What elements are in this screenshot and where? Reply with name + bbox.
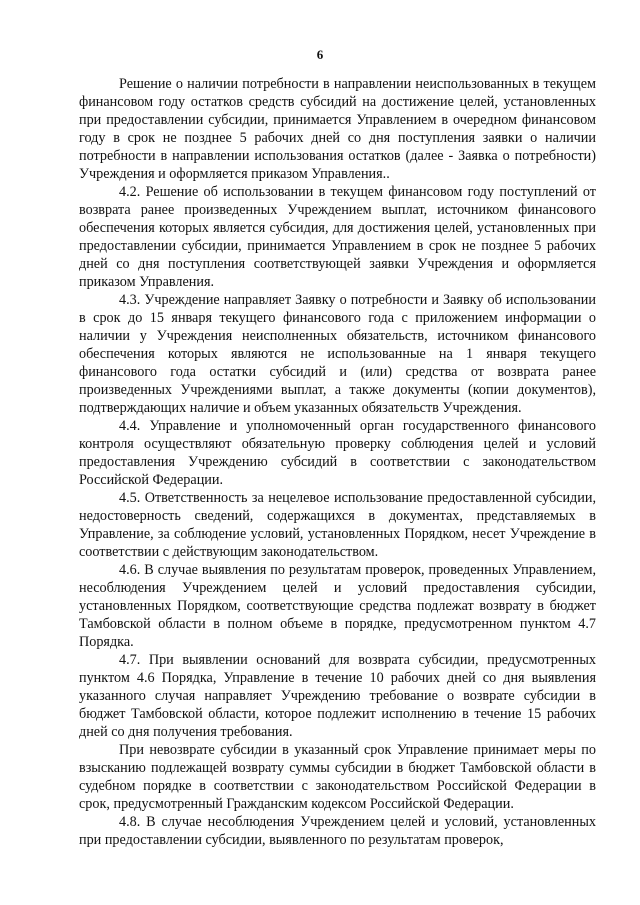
- page-number: 6: [316, 47, 324, 62]
- document-body: [79, 75, 596, 849]
- paragraph-4-6: 4.6. В случае выявления по результатам проверок, проведенных Управлением, несоблюдения Учреждением целей и условий предоставления субсидии, установленных Порядком, соответствующие средства подлежат возврату в бюджет Тамбовской области в полном объеме в порядке, предусмотренном пунктом 4.7 Порядка.: [79, 562, 596, 650]
- paragraph-4-2: 4.2. Решение об использовании в текущем финансовом году поступлений от возврата ранее произведенных Учреждением выплат, источником финансового обеспечения которых является субсидия, для достижения целей, установленных при предоставлении субсидии, принимается Управлением в срок не позднее 5 рабочих дней со дня поступления соответствующей заявки Учреждения и оформляется приказом Управления.: [79, 184, 596, 290]
- paragraph-4-3: 4.3. Учреждение направляет Заявку о потребности и Заявку об использовании в срок до 15 января текущего финансового года с приложением информации о наличии у Учреждения неисполненных обязательств, источником финансового обеспечения которых являются не использованные на 1 января текущего финансового года остатки субсидий и (или) средства от возврата ранее произведенных Учреждениями выплат, а также документы (копии документов), подтверждающих наличие и объем указанных обязательств Учреждения.: [79, 292, 596, 416]
- paragraph-4-5: 4.5. Ответственность за нецелевое использование предоставленной субсидии, недостоверность сведений, содержащихся в документах, представляемых в Управление, за соблюдение условий, установленных Порядком, несет Учреждение в соответствии с действующим законодательством.: [79, 490, 596, 560]
- paragraph-non-return: При невозврате субсидии в указанный срок Управление принимает меры по взысканию подлежащей возврату суммы субсидии в бюджет Тамбовской области в судебном порядке в соответствии с законодательством Российской Федерации в срок, предусмотренный Гражданским кодексом Российской Федерации.: [79, 742, 596, 812]
- paragraph-remainder-need-decision: Решение о наличии потребности в направлении неиспользованных в текущем финансовом году остатков средств субсидий на достижение целей, установленных при предоставлении субсидии, принимается Управлением в очередном финансовом году в срок не позднее 5 рабочих дней со дня поступления заявки о наличии потребности в направлении использования остатков (далее - Заявка о потребности) Учреждения и оформляется приказом Управления..: [79, 76, 596, 182]
- paragraph-4-8: 4.8. В случае несоблюдения Учреждением целей и условий, установленных при предоставлении субсидии, выявленного по результатам проверок,: [79, 814, 596, 848]
- paragraph-4-4: 4.4. Управление и уполномоченный орган государственного финансового контроля осуществляют обязательную проверку соблюдения целей и условий предоставления Учреждению субсидий в соответствии с законодательством Российской Федерации.: [79, 418, 596, 488]
- paragraph-4-7: 4.7. При выявлении оснований для возврата субсидии, предусмотренных пунктом 4.6 Порядка, Управление в течение 10 рабочих дней со дня выявления указанного случая направляет Учреждению требование о возврате субсидии в бюджет Тамбовской области, которое подлежит исполнению в течение 15 рабочих дней со дня получения требования.: [79, 652, 596, 740]
